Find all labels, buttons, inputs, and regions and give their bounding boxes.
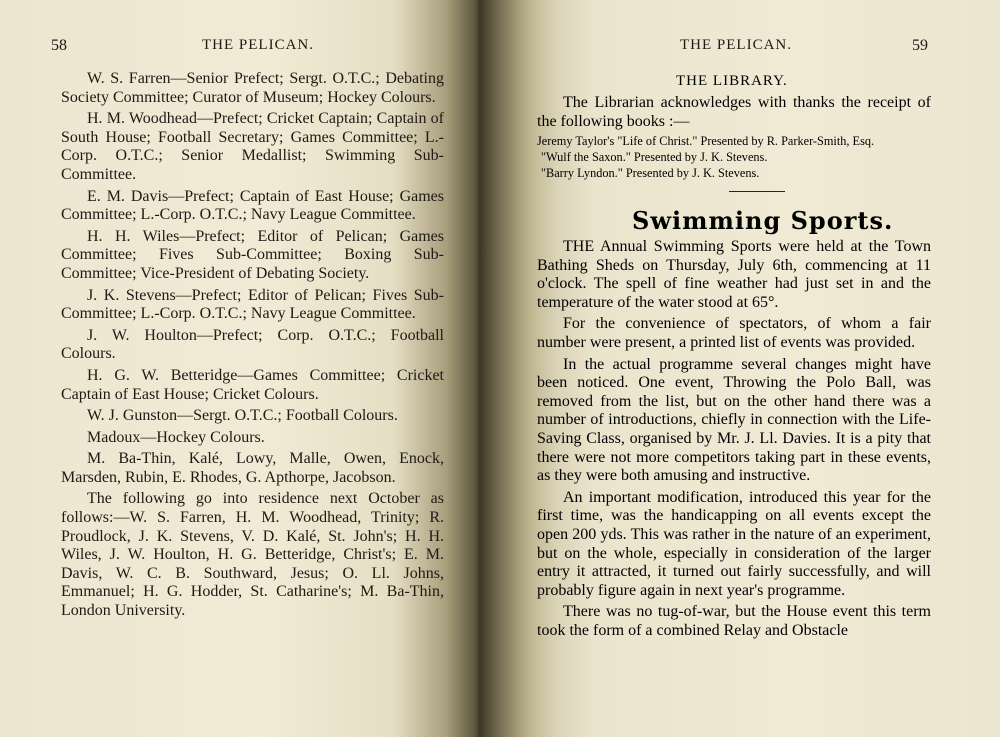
paragraph: H. H. Wiles—Prefect; Editor of Pelican; Games Committee; Fives Sub-Committee; Boxing Sub-Committee; Vice-President of Debating Society. <box>61 227 444 282</box>
library-section <box>537 94 931 181</box>
section-divider <box>729 191 785 192</box>
left-page-body <box>61 70 444 624</box>
paragraph: H. G. W. Betteridge—Games Committee; Cricket Captain of East House; Cricket Colours. <box>61 366 444 403</box>
paragraph: THE Annual Swimming Sports were held at the Town Bathing Sheds on Thursday, July 6th, commencing at 11 o'clock. The spell of fine weather had just set in and the temperature of the water stood at 65°. <box>537 238 931 311</box>
book-entry: "Wulf the Saxon." Presented by J. K. Stevens. <box>541 150 768 165</box>
library-intro: The Librarian acknowledges with thanks the receipt of the following books :— <box>537 94 931 130</box>
running-head: THE PELICAN. <box>680 37 792 53</box>
library-heading: THE LIBRARY. <box>676 73 788 89</box>
paragraph: The following go into residence next October as follows:—W. S. Farren, H. M. Woodhead, Trinity; R. Proudlock, J. K. Stevens, V. D. Kalé, St. John's; H. H. Wiles, J. W. Houlton, H. G. Betteridge, Christ's; E. M. Davis, W. C. B. Southward, Jesus; O. Ll. Johns, Emmanuel; H. G. Hodder, St. Catharine's; M. Ba-Thin, London University. <box>61 490 444 620</box>
page-number: 59 <box>912 37 928 54</box>
paragraph: For the convenience of spectators, of whom a fair number were present, a printed list of events was provided. <box>537 315 931 351</box>
page-number: 58 <box>51 37 67 54</box>
paragraph: An important modification, introduced this year for the first time, was the handicapping on all events except the open 200 yds. This was rather in the nature of an experiment, but on the whole, especially in consideration of the larger entry it attracted, it turned out fairly successfully, and will probably figure again in next year's programme. <box>537 488 931 599</box>
paragraph: There was no tug-of-war, but the House event this term took the form of a combined Relay and Obstacle <box>537 603 931 639</box>
left-page <box>0 0 480 737</box>
paragraph: In the actual programme several changes might have been noticed. One event, Throwing the Polo Ball, was removed from the list, but on the other hand there was a number of introductions, chiefly in connection with the Life-Saving Class, organised by Mr. J. Ll. Davies. It is a pity that there were not more competitors taking part in these events, as they were both amusing and instructive. <box>537 355 931 485</box>
paragraph: W. S. Farren—Senior Prefect; Sergt. O.T.C.; Debating Society Committee; Curator of Museum; Hockey Colours. <box>61 70 444 106</box>
paragraph: J. K. Stevens—Prefect; Editor of Pelican; Fives Sub-Committee; L.-Corp. O.T.C.; Navy League Committee. <box>61 286 444 323</box>
paragraph: E. M. Davis—Prefect; Captain of East House; Games Committee; L.-Corp. O.T.C.; Navy League Committee. <box>61 187 444 224</box>
section-title: Swimming Sports. <box>632 206 894 235</box>
paragraph: M. Ba-Thin, Kalé, Lowy, Malle, Owen, Enock, Marsden, Rubin, E. Rhodes, G. Apthorpe, Jacobson. <box>61 450 444 486</box>
book-entry: Jeremy Taylor's "Life of Christ." Presented by R. Parker-Smith, Esq. <box>537 134 875 149</box>
paragraph: Madoux—Hockey Colours. <box>87 428 265 446</box>
book-entry: "Barry Lyndon." Presented by J. K. Stevens. <box>541 166 760 181</box>
running-head: THE PELICAN. <box>202 37 314 53</box>
paragraph: H. M. Woodhead—Prefect; Cricket Captain; Captain of South House; Football Secretary; Games Committee; L.-Corp. O.T.C.; Senior Medallist; Swimming Sub-Committee. <box>61 110 444 183</box>
swimming-sports-body <box>537 238 931 643</box>
paragraph: W. J. Gunston—Sergt. O.T.C.; Football Colours. <box>87 407 398 425</box>
paragraph: J. W. Houlton—Prefect; Corp. O.T.C.; Football Colours. <box>61 326 444 363</box>
